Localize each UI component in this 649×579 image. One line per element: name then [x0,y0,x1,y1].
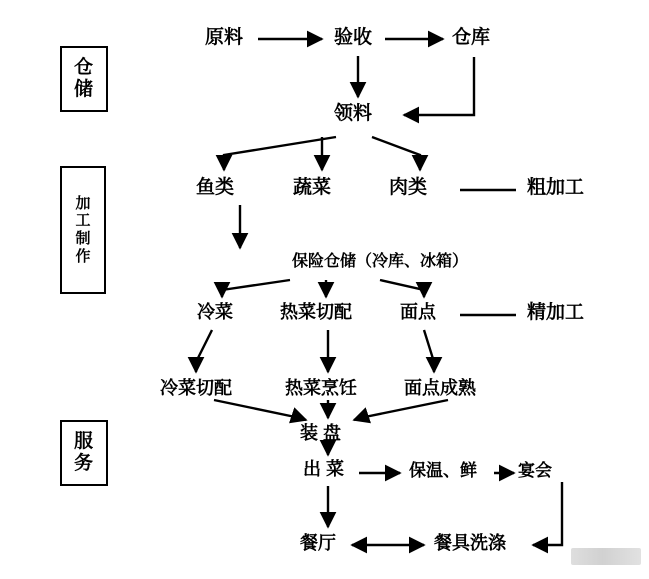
node-requisition: 领料 [334,103,373,124]
stage-service-char-2: 务 [73,453,94,474]
node-vegetable: 蔬菜 [293,177,332,198]
conn-warehouse-to-requisition [404,57,474,115]
node-acceptance: 验收 [334,27,373,48]
conn-requisition-to-fish [224,137,336,170]
node-hot-dish-cook: 热菜烹饪 [285,378,357,398]
stage-processing-char-3: 制 [75,230,91,247]
node-hot-dish-prep: 热菜切配 [280,302,352,322]
node-rough-processing: 粗加工 [527,177,585,198]
node-warehouse: 仓库 [452,27,491,48]
conn-fresh-to-pastry [380,280,424,297]
node-banquet: 宴会 [518,461,552,480]
conn-banquet-to-wash [533,482,562,545]
node-dining-hall: 餐厅 [300,533,336,553]
node-serve-out: 出 菜 [303,459,345,479]
stage-processing-char-1: 加 [75,194,91,212]
conn-fresh-to-cold [222,280,290,297]
stage-box-processing [60,166,106,294]
node-fish: 鱼类 [196,177,235,198]
stage-box-storage [60,46,108,112]
node-pastry: 面点 [400,302,436,322]
node-fine-processing: 精加工 [527,302,585,323]
stage-processing-char-2: 工 [75,212,91,230]
node-cold-dish: 冷菜 [197,302,233,322]
stage-storage-char-2: 储 [73,79,94,100]
node-tableware-wash: 餐具洗涤 [434,533,506,553]
stage-box-service [60,420,108,486]
node-cold-dish-prep: 冷菜切配 [160,378,232,398]
stage-storage-char-1: 仓 [73,56,94,78]
conn-pastry-to-pastrycook [424,330,434,372]
conn-requisition-to-meat [372,137,420,170]
stage-service-char-1: 服 [73,430,94,452]
node-plating: 装 盘 [300,423,342,443]
node-keep-warm: 保温、鲜 [409,461,477,480]
node-pastry-cook: 面点成熟 [404,378,476,398]
conn-pastrycook-to-plating [354,400,448,420]
node-meat: 肉类 [389,177,428,198]
conn-cold-to-coldprep [196,330,212,372]
node-fresh-storage: 保险仓储（冷库、冰箱） [292,253,469,270]
conn-coldprep-to-plating [214,400,306,420]
stage-processing-char-4: 作 [75,247,91,265]
node-raw-material: 原料 [205,27,244,48]
watermark-blur [571,548,641,565]
